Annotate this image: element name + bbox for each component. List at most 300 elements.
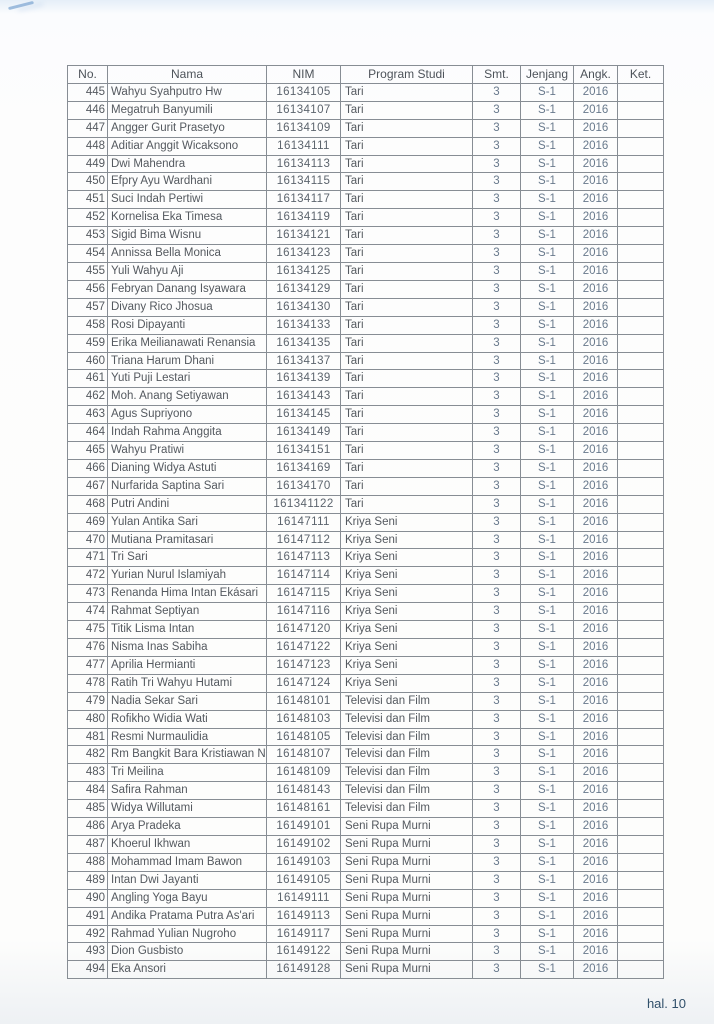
cell-nama: Moh. Anang Setiyawan <box>108 388 267 406</box>
table-row <box>68 764 664 782</box>
table-row <box>68 871 664 889</box>
cell-no: 478 <box>68 674 108 692</box>
cell-nim: 16149122 <box>267 943 341 961</box>
cell-angkatan: 2016 <box>574 388 618 406</box>
table-row <box>68 674 664 692</box>
cell-angkatan: 2016 <box>574 209 618 227</box>
cell-no: 453 <box>68 227 108 245</box>
table-row <box>68 639 664 657</box>
cell-nama: Ratih Tri Wahyu Hutami <box>108 674 267 692</box>
cell-program-studi: Televisi dan Film <box>341 710 473 728</box>
cell-jenjang: S-1 <box>521 298 574 316</box>
cell-keterangan <box>618 800 664 818</box>
cell-no: 492 <box>68 925 108 943</box>
cell-nim: 16149113 <box>267 907 341 925</box>
cell-nama: Angger Gurit Prasetyo <box>108 119 267 137</box>
cell-keterangan <box>618 262 664 280</box>
table-row <box>68 907 664 925</box>
cell-nama: Yurian Nurul Islamiyah <box>108 567 267 585</box>
cell-jenjang: S-1 <box>521 853 574 871</box>
cell-nama: Yulan Antika Sari <box>108 513 267 531</box>
cell-jenjang: S-1 <box>521 459 574 477</box>
header-row <box>68 66 664 84</box>
cell-jenjang: S-1 <box>521 907 574 925</box>
cell-jenjang: S-1 <box>521 191 574 209</box>
cell-smt: 3 <box>473 889 521 907</box>
cell-program-studi: Televisi dan Film <box>341 746 473 764</box>
cell-smt: 3 <box>473 442 521 460</box>
cell-jenjang: S-1 <box>521 639 574 657</box>
cell-angkatan: 2016 <box>574 245 618 263</box>
cell-program-studi: Seni Rupa Murni <box>341 925 473 943</box>
table-row <box>68 889 664 907</box>
cell-nama: Dion Gusbisto <box>108 943 267 961</box>
cell-angkatan: 2016 <box>574 818 618 836</box>
cell-angkatan: 2016 <box>574 262 618 280</box>
cell-keterangan <box>618 119 664 137</box>
cell-no: 482 <box>68 746 108 764</box>
cell-no: 466 <box>68 459 108 477</box>
cell-smt: 3 <box>473 513 521 531</box>
table-row <box>68 692 664 710</box>
cell-program-studi: Seni Rupa Murni <box>341 818 473 836</box>
cell-no: 479 <box>68 692 108 710</box>
cell-jenjang: S-1 <box>521 925 574 943</box>
cell-no: 462 <box>68 388 108 406</box>
cell-keterangan <box>618 818 664 836</box>
cell-angkatan: 2016 <box>574 782 618 800</box>
cell-program-studi: Tari <box>341 316 473 334</box>
table-row <box>68 656 664 674</box>
column-header: No. <box>68 66 108 84</box>
cell-program-studi: Seni Rupa Murni <box>341 853 473 871</box>
table-row <box>68 388 664 406</box>
cell-jenjang: S-1 <box>521 567 574 585</box>
cell-no: 476 <box>68 639 108 657</box>
cell-program-studi: Kriya Seni <box>341 549 473 567</box>
cell-no: 463 <box>68 406 108 424</box>
table-row <box>68 818 664 836</box>
cell-jenjang: S-1 <box>521 943 574 961</box>
cell-jenjang: S-1 <box>521 370 574 388</box>
cell-program-studi: Kriya Seni <box>341 531 473 549</box>
cell-nim: 16149111 <box>267 889 341 907</box>
cell-nama: Febryan Danang Isyawara <box>108 280 267 298</box>
cell-angkatan: 2016 <box>574 728 618 746</box>
cell-smt: 3 <box>473 621 521 639</box>
cell-nim: 16134113 <box>267 155 341 173</box>
cell-smt: 3 <box>473 585 521 603</box>
cell-no: 450 <box>68 173 108 191</box>
table-row <box>68 155 664 173</box>
cell-jenjang: S-1 <box>521 101 574 119</box>
cell-angkatan: 2016 <box>574 943 618 961</box>
cell-keterangan <box>618 83 664 101</box>
cell-nim: 16134137 <box>267 352 341 370</box>
cell-nama: Angling Yoga Bayu <box>108 889 267 907</box>
cell-smt: 3 <box>473 692 521 710</box>
cell-no: 446 <box>68 101 108 119</box>
cell-no: 451 <box>68 191 108 209</box>
cell-nama: Widya Willutami <box>108 800 267 818</box>
cell-nama: Yuli Wahyu Aji <box>108 262 267 280</box>
cell-nim: 16148143 <box>267 782 341 800</box>
table-row <box>68 209 664 227</box>
cell-jenjang: S-1 <box>521 710 574 728</box>
cell-smt: 3 <box>473 853 521 871</box>
cell-nim: 16134169 <box>267 459 341 477</box>
cell-angkatan: 2016 <box>574 155 618 173</box>
cell-no: 452 <box>68 209 108 227</box>
cell-nama: Triana Harum Dhani <box>108 352 267 370</box>
cell-nim: 16149128 <box>267 961 341 979</box>
cell-jenjang: S-1 <box>521 835 574 853</box>
cell-program-studi: Kriya Seni <box>341 656 473 674</box>
cell-no: 468 <box>68 495 108 513</box>
cell-keterangan <box>618 280 664 298</box>
cell-smt: 3 <box>473 83 521 101</box>
cell-smt: 3 <box>473 495 521 513</box>
cell-program-studi: Tari <box>341 424 473 442</box>
cell-jenjang: S-1 <box>521 262 574 280</box>
cell-program-studi: Tari <box>341 477 473 495</box>
cell-nim: 16134117 <box>267 191 341 209</box>
table-row <box>68 245 664 263</box>
cell-nim: 16134121 <box>267 227 341 245</box>
cell-angkatan: 2016 <box>574 692 618 710</box>
cell-smt: 3 <box>473 567 521 585</box>
cell-nama: Tri Sari <box>108 549 267 567</box>
cell-program-studi: Televisi dan Film <box>341 692 473 710</box>
cell-angkatan: 2016 <box>574 495 618 513</box>
cell-keterangan <box>618 370 664 388</box>
cell-nama: Putri Andini <box>108 495 267 513</box>
cell-angkatan: 2016 <box>574 316 618 334</box>
cell-program-studi: Televisi dan Film <box>341 800 473 818</box>
cell-jenjang: S-1 <box>521 137 574 155</box>
cell-jenjang: S-1 <box>521 800 574 818</box>
cell-nama: Renanda Hima Intan Ekásari <box>108 585 267 603</box>
table-row <box>68 227 664 245</box>
cell-angkatan: 2016 <box>574 352 618 370</box>
column-header: Ket. <box>618 66 664 84</box>
cell-angkatan: 2016 <box>574 227 618 245</box>
cell-no: 493 <box>68 943 108 961</box>
cell-angkatan: 2016 <box>574 800 618 818</box>
cell-nama: Megatruh Banyumili <box>108 101 267 119</box>
cell-angkatan: 2016 <box>574 925 618 943</box>
cell-program-studi: Tari <box>341 406 473 424</box>
cell-smt: 3 <box>473 674 521 692</box>
cell-angkatan: 2016 <box>574 710 618 728</box>
cell-program-studi: Tari <box>341 119 473 137</box>
cell-smt: 3 <box>473 245 521 263</box>
cell-angkatan: 2016 <box>574 871 618 889</box>
cell-nim: 16134129 <box>267 280 341 298</box>
cell-angkatan: 2016 <box>574 119 618 137</box>
cell-no: 465 <box>68 442 108 460</box>
cell-angkatan: 2016 <box>574 173 618 191</box>
cell-nim: 16134111 <box>267 137 341 155</box>
column-header: Program Studi <box>341 66 473 84</box>
cell-nim: 16134130 <box>267 298 341 316</box>
cell-no: 488 <box>68 853 108 871</box>
column-header: NIM <box>267 66 341 84</box>
cell-keterangan <box>618 173 664 191</box>
cell-jenjang: S-1 <box>521 227 574 245</box>
cell-jenjang: S-1 <box>521 585 574 603</box>
cell-angkatan: 2016 <box>574 334 618 352</box>
cell-program-studi: Tari <box>341 173 473 191</box>
cell-program-studi: Tari <box>341 442 473 460</box>
table-row <box>68 191 664 209</box>
table-row <box>68 298 664 316</box>
cell-smt: 3 <box>473 549 521 567</box>
cell-no: 490 <box>68 889 108 907</box>
cell-program-studi: Seni Rupa Murni <box>341 907 473 925</box>
cell-program-studi: Seni Rupa Murni <box>341 943 473 961</box>
cell-nama: Mutiana Pramitasari <box>108 531 267 549</box>
table-row <box>68 334 664 352</box>
cell-nama: Erika Meilianawati Renansia <box>108 334 267 352</box>
cell-angkatan: 2016 <box>574 298 618 316</box>
cell-keterangan <box>618 782 664 800</box>
table-row <box>68 280 664 298</box>
cell-program-studi: Seni Rupa Murni <box>341 961 473 979</box>
table-body <box>68 83 664 978</box>
table-row <box>68 567 664 585</box>
cell-angkatan: 2016 <box>574 656 618 674</box>
cell-jenjang: S-1 <box>521 83 574 101</box>
table-row <box>68 603 664 621</box>
cell-program-studi: Tari <box>341 101 473 119</box>
cell-angkatan: 2016 <box>574 531 618 549</box>
cell-program-studi: Tari <box>341 334 473 352</box>
cell-angkatan: 2016 <box>574 477 618 495</box>
cell-nim: 16149102 <box>267 835 341 853</box>
cell-no: 459 <box>68 334 108 352</box>
cell-nim: 16134170 <box>267 477 341 495</box>
cell-keterangan <box>618 889 664 907</box>
cell-keterangan <box>618 137 664 155</box>
pen-mark <box>8 1 34 10</box>
cell-keterangan <box>618 710 664 728</box>
cell-smt: 3 <box>473 639 521 657</box>
cell-nim: 16148107 <box>267 746 341 764</box>
cell-jenjang: S-1 <box>521 513 574 531</box>
cell-keterangan <box>618 925 664 943</box>
cell-nama: Intan Dwi Jayanti <box>108 871 267 889</box>
cell-nim: 16148101 <box>267 692 341 710</box>
cell-angkatan: 2016 <box>574 442 618 460</box>
cell-nim: 16134143 <box>267 388 341 406</box>
cell-nama: Rm Bangkit Bara Kristiawan N <box>108 746 267 764</box>
cell-smt: 3 <box>473 871 521 889</box>
cell-angkatan: 2016 <box>574 764 618 782</box>
cell-nim: 16134125 <box>267 262 341 280</box>
table-row <box>68 495 664 513</box>
cell-no: 454 <box>68 245 108 263</box>
table-row <box>68 961 664 979</box>
student-roster-table <box>67 65 664 979</box>
cell-program-studi: Kriya Seni <box>341 603 473 621</box>
cell-jenjang: S-1 <box>521 674 574 692</box>
cell-no: 461 <box>68 370 108 388</box>
cell-nama: Resmi Nurmaulidia <box>108 728 267 746</box>
cell-keterangan <box>618 835 664 853</box>
cell-program-studi: Seni Rupa Murni <box>341 871 473 889</box>
cell-keterangan <box>618 352 664 370</box>
cell-keterangan <box>618 227 664 245</box>
cell-program-studi: Televisi dan Film <box>341 782 473 800</box>
cell-smt: 3 <box>473 907 521 925</box>
cell-nim: 16134133 <box>267 316 341 334</box>
cell-nama: Suci Indah Pertiwi <box>108 191 267 209</box>
cell-keterangan <box>618 764 664 782</box>
cell-jenjang: S-1 <box>521 782 574 800</box>
cell-smt: 3 <box>473 710 521 728</box>
table-row <box>68 406 664 424</box>
cell-jenjang: S-1 <box>521 746 574 764</box>
cell-keterangan <box>618 656 664 674</box>
cell-angkatan: 2016 <box>574 424 618 442</box>
cell-angkatan: 2016 <box>574 280 618 298</box>
table-row <box>68 83 664 101</box>
cell-jenjang: S-1 <box>521 173 574 191</box>
cell-program-studi: Seni Rupa Murni <box>341 889 473 907</box>
cell-jenjang: S-1 <box>521 531 574 549</box>
cell-nim: 16134109 <box>267 119 341 137</box>
cell-keterangan <box>618 943 664 961</box>
cell-program-studi: Tari <box>341 370 473 388</box>
table-row <box>68 800 664 818</box>
cell-nama: Kornelisa Eka Timesa <box>108 209 267 227</box>
table-row <box>68 585 664 603</box>
cell-nama: Yuti Puji Lestari <box>108 370 267 388</box>
cell-jenjang: S-1 <box>521 388 574 406</box>
table-row <box>68 621 664 639</box>
cell-program-studi: Tari <box>341 155 473 173</box>
table-row <box>68 477 664 495</box>
cell-keterangan <box>618 907 664 925</box>
cell-no: 474 <box>68 603 108 621</box>
cell-program-studi: Kriya Seni <box>341 621 473 639</box>
cell-nim: 16147112 <box>267 531 341 549</box>
cell-no: 481 <box>68 728 108 746</box>
cell-nama: Wahyu Syahputro Hw <box>108 83 267 101</box>
cell-nama: Mohammad Imam Bawon <box>108 853 267 871</box>
cell-jenjang: S-1 <box>521 280 574 298</box>
cell-jenjang: S-1 <box>521 692 574 710</box>
table-row <box>68 943 664 961</box>
cell-keterangan <box>618 513 664 531</box>
cell-smt: 3 <box>473 316 521 334</box>
cell-nim: 16147111 <box>267 513 341 531</box>
cell-program-studi: Tari <box>341 495 473 513</box>
cell-smt: 3 <box>473 477 521 495</box>
cell-no: 475 <box>68 621 108 639</box>
cell-keterangan <box>618 334 664 352</box>
cell-keterangan <box>618 674 664 692</box>
cell-jenjang: S-1 <box>521 495 574 513</box>
cell-nim: 16147123 <box>267 656 341 674</box>
cell-program-studi: Kriya Seni <box>341 674 473 692</box>
cell-keterangan <box>618 424 664 442</box>
cell-nama: Eka Ansori <box>108 961 267 979</box>
cell-jenjang: S-1 <box>521 477 574 495</box>
cell-no: 491 <box>68 907 108 925</box>
cell-program-studi: Kriya Seni <box>341 639 473 657</box>
table-row <box>68 262 664 280</box>
cell-nama: Andika Pratama Putra As'ari <box>108 907 267 925</box>
cell-angkatan: 2016 <box>574 137 618 155</box>
cell-smt: 3 <box>473 782 521 800</box>
cell-no: 445 <box>68 83 108 101</box>
cell-program-studi: Tari <box>341 83 473 101</box>
cell-program-studi: Televisi dan Film <box>341 764 473 782</box>
cell-no: 447 <box>68 119 108 137</box>
cell-jenjang: S-1 <box>521 603 574 621</box>
table-row <box>68 746 664 764</box>
table-row <box>68 531 664 549</box>
cell-smt: 3 <box>473 943 521 961</box>
cell-smt: 3 <box>473 603 521 621</box>
table-row <box>68 513 664 531</box>
cell-keterangan <box>618 245 664 263</box>
cell-nim: 16134115 <box>267 173 341 191</box>
cell-nim: 16148161 <box>267 800 341 818</box>
cell-smt: 3 <box>473 746 521 764</box>
cell-nim: 16147120 <box>267 621 341 639</box>
cell-program-studi: Televisi dan Film <box>341 728 473 746</box>
cell-jenjang: S-1 <box>521 621 574 639</box>
cell-nim: 16147114 <box>267 567 341 585</box>
cell-keterangan <box>618 728 664 746</box>
cell-nama: Divany Rico Jhosua <box>108 298 267 316</box>
cell-jenjang: S-1 <box>521 818 574 836</box>
cell-keterangan <box>618 191 664 209</box>
cell-jenjang: S-1 <box>521 442 574 460</box>
cell-nim: 16134151 <box>267 442 341 460</box>
cell-program-studi: Tari <box>341 262 473 280</box>
cell-jenjang: S-1 <box>521 764 574 782</box>
cell-nim: 16134145 <box>267 406 341 424</box>
cell-smt: 3 <box>473 209 521 227</box>
cell-nim: 16134123 <box>267 245 341 263</box>
cell-program-studi: Kriya Seni <box>341 585 473 603</box>
cell-smt: 3 <box>473 764 521 782</box>
cell-program-studi: Tari <box>341 280 473 298</box>
cell-program-studi: Tari <box>341 298 473 316</box>
cell-nama: Rosi Dipayanti <box>108 316 267 334</box>
cell-smt: 3 <box>473 334 521 352</box>
cell-no: 470 <box>68 531 108 549</box>
table-row <box>68 137 664 155</box>
table-row <box>68 173 664 191</box>
cell-nama: Rahmad Yulian Nugroho <box>108 925 267 943</box>
cell-nim: 16149103 <box>267 853 341 871</box>
cell-no: 458 <box>68 316 108 334</box>
cell-no: 487 <box>68 835 108 853</box>
cell-smt: 3 <box>473 531 521 549</box>
cell-keterangan <box>618 298 664 316</box>
cell-keterangan <box>618 442 664 460</box>
cell-program-studi: Tari <box>341 245 473 263</box>
cell-jenjang: S-1 <box>521 889 574 907</box>
cell-no: 485 <box>68 800 108 818</box>
table-row <box>68 119 664 137</box>
cell-nim: 16147113 <box>267 549 341 567</box>
